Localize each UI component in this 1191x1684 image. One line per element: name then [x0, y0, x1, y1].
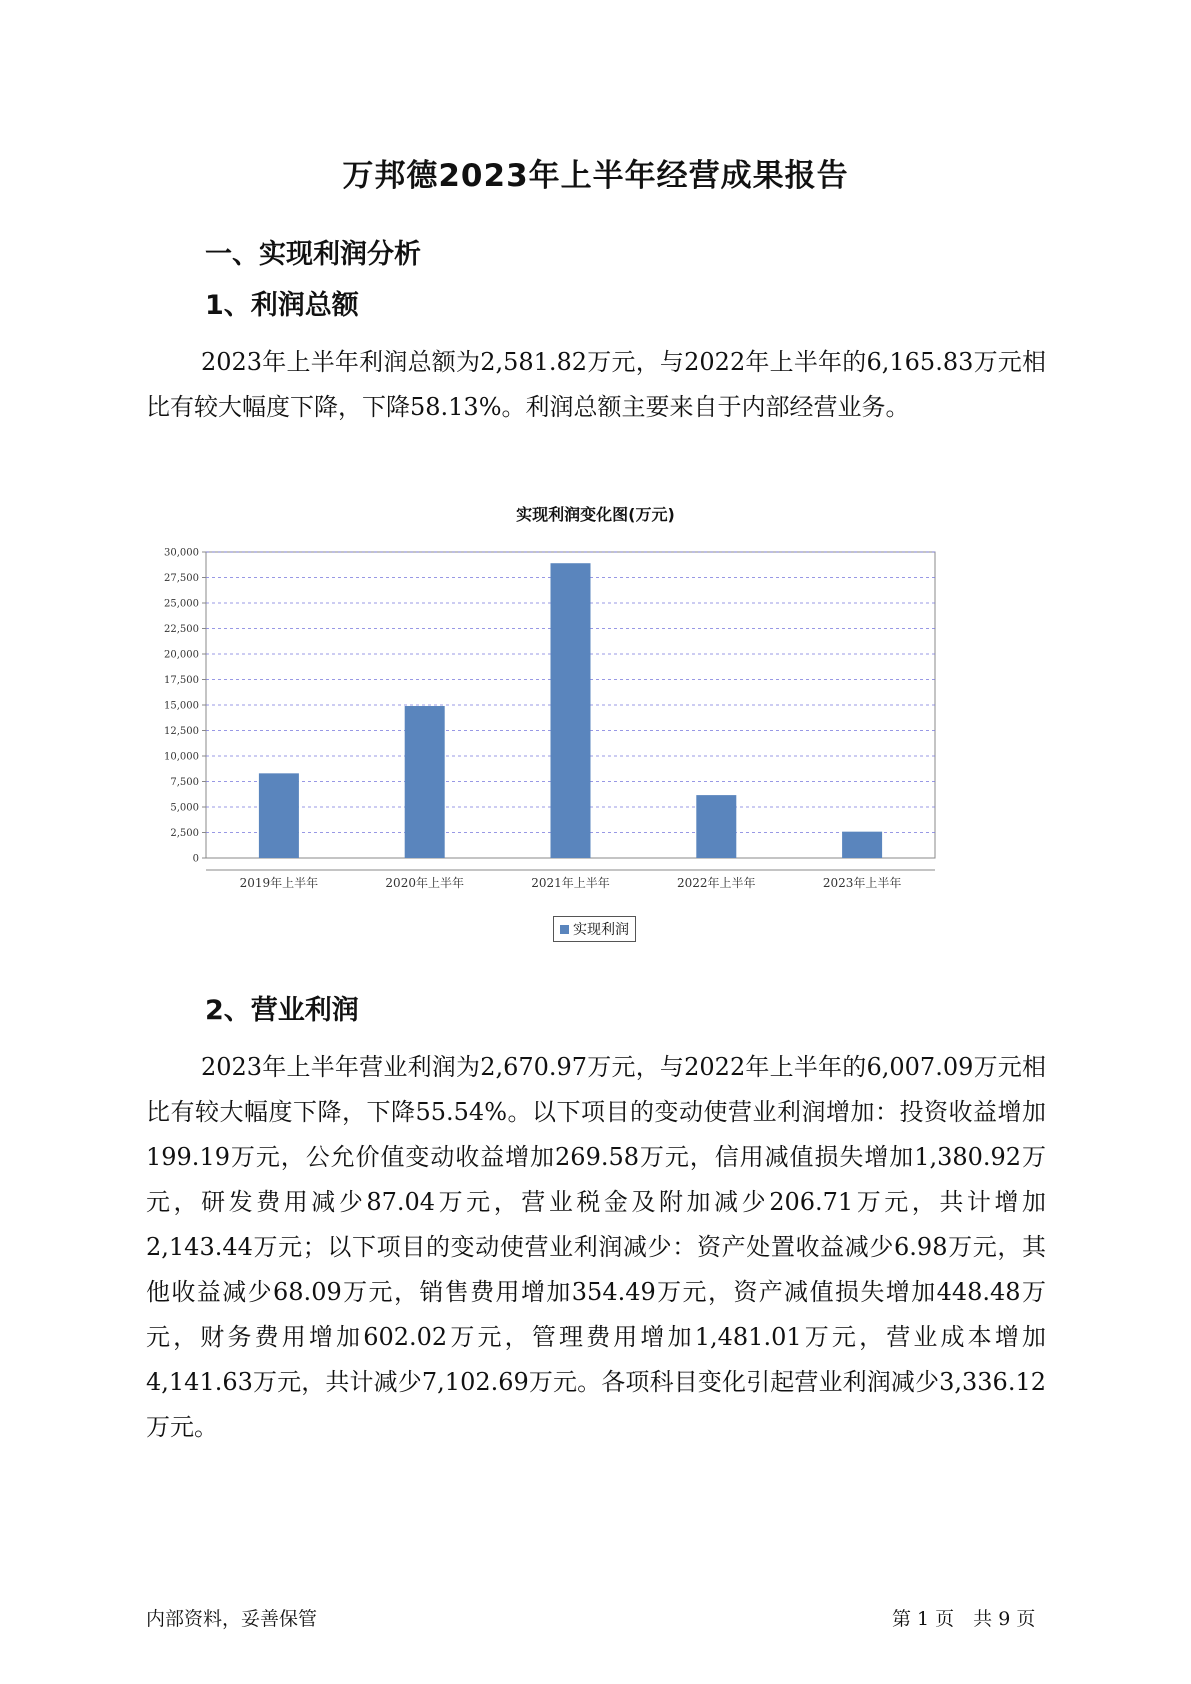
x-tick-label: 2019年上半年 [239, 876, 319, 890]
chart-legend [553, 916, 636, 942]
y-tick-label: 17,500 [164, 675, 199, 686]
y-tick-label: 22,500 [164, 624, 199, 635]
x-tick-label: 2022年上半年 [677, 876, 756, 890]
bar [696, 795, 736, 858]
y-tick-label: 30,000 [164, 547, 199, 559]
operating-profit-paragraph: 2023年上半年营业利润为2,670.97万元，与2022年上半年的6,007.09万元相比有较大幅度下降，下降55.54%。以下项目的变动使营业利润增加：投资收益增加199.19万元，公允价值变动收益增加269.58万元，信用减值损失增加1,380.92万元，研发费用减少87.04万元，营业税金及附加减少206.71万元，共计增加2,143.44万元；以下项目的变动使营业利润减少：资产处置收益减少6.98万元，其他收益减少68.09万元，销售费用增加354.49万元，资产减值损失增加448.48万元，财务费用增加602.02万元，管理费用增加1,481.01万元，营业成本增加4,141.63万元，共计减少7,102.69万元。各项科目变化引起营业利润减少3,336.12万元。 [146, 1053, 1046, 1441]
legend-swatch [560, 925, 569, 934]
footer-confidential-note: 内部资料，妥善保管 [146, 1608, 318, 1630]
y-tick-label: 0 [192, 853, 199, 865]
y-tick-label: 7,500 [170, 777, 199, 788]
bar [551, 563, 591, 858]
x-tick-label: 2021年上半年 [531, 876, 610, 890]
bar [259, 773, 299, 858]
legend-label: 实现利润 [573, 922, 629, 938]
section-heading: 一、实现利润分析 [205, 239, 421, 270]
y-tick-label: 27,500 [164, 573, 199, 584]
bar [405, 706, 445, 858]
chart-svg [160, 530, 1040, 950]
y-tick-label: 10,000 [164, 751, 199, 763]
chart-title: 实现利润变化图(万元) [516, 505, 675, 524]
footer-page-number: 第 1 页 共 9 页 [892, 1608, 1036, 1630]
y-tick-label: 25,000 [164, 598, 199, 610]
x-tick-label: 2023年上半年 [822, 876, 902, 890]
y-tick-label: 15,000 [164, 700, 199, 712]
profit-total-paragraph: 2023年上半年利润总额为2,581.82万元，与2022年上半年的6,165.83万元相比有较大幅度下降，下降58.13%。利润总额主要来自于内部经营业务。 [146, 348, 1046, 421]
y-tick-label: 5,000 [170, 802, 199, 814]
y-tick-label: 20,000 [164, 649, 199, 661]
x-tick-label: 2020年上半年 [385, 876, 464, 890]
page-title: 万邦德2023年上半年经营成果报告 [342, 158, 849, 194]
profit-bar-chart [160, 530, 1040, 950]
y-tick-label: 12,500 [164, 726, 199, 737]
y-tick-label: 2,500 [170, 828, 199, 839]
bar [842, 832, 882, 858]
subsection-heading-operating-profit: 2、营业利润 [205, 995, 359, 1026]
subsection-heading-profit-total: 1、利润总额 [205, 290, 359, 321]
